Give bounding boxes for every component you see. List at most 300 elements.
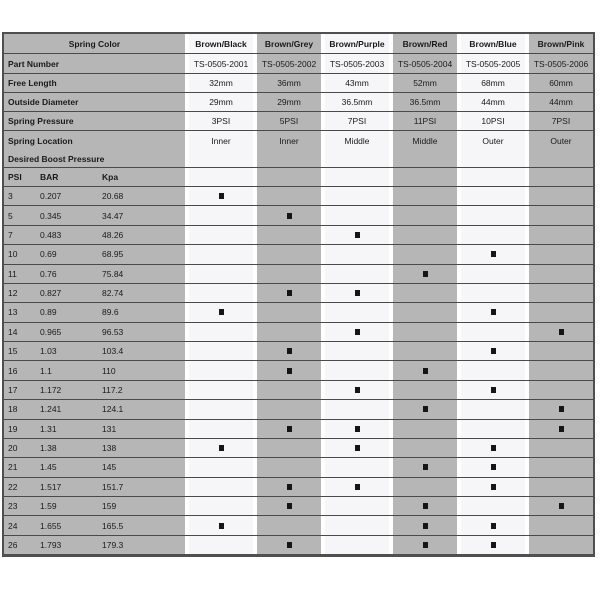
spec-value-cell: TS-0505-2004 [393,54,457,73]
boost-cell [325,245,389,263]
spec-value-cell: 60mm [529,74,593,92]
spec-value-cell: 52mm [393,74,457,92]
boost-cell [257,226,321,244]
boost-cell [189,342,253,360]
boost-row-10psi [4,245,593,264]
bar-value: 0.207 [40,191,62,202]
empty-cell [393,150,457,167]
bar-value: 1.03 [40,346,57,357]
spring-match-marker-icon [423,523,428,529]
psi-value: 20 [8,443,18,454]
boost-cell [257,342,321,360]
kpa-value: 20.68 [102,191,124,202]
boost-cell [325,439,389,457]
boost-cell [257,361,321,379]
spec-value-cell: TS-0505-2005 [461,54,525,73]
spec-value-cell: Outer [529,131,593,150]
boost-cell [393,265,457,283]
boost-cell [189,206,253,224]
boost-cell [257,497,321,515]
kpa-value: 75.84 [102,268,124,279]
boost-row-15psi [4,342,593,361]
boost-row-values [4,497,185,515]
boost-cell [325,342,389,360]
spring-match-marker-icon [219,309,224,315]
boost-cell [189,284,253,302]
boost-cell [257,400,321,418]
boost-row-values [4,323,185,341]
boost-cell [393,361,457,379]
row-label: Spring Location [4,131,185,150]
psi-value: 18 [8,404,18,415]
spring-match-marker-icon [491,387,496,393]
boost-cell [529,245,593,263]
spring-match-marker-icon [491,484,496,490]
boost-cell [461,323,525,341]
boost-cell [257,381,321,399]
psi-value: 23 [8,501,18,512]
bar-value: 0.89 [40,307,57,318]
boost-row-values [4,342,185,360]
psi-value: 17 [8,384,18,395]
boost-cell [461,536,525,554]
boost-cell [189,497,253,515]
spring-match-marker-icon [491,523,496,529]
psi-value: 19 [8,423,18,434]
boost-cell [325,536,389,554]
psi-value: 14 [8,326,18,337]
boost-cell [189,323,253,341]
boost-row-18psi [4,400,593,419]
boost-row-values [4,439,185,457]
spring-match-marker-icon [355,232,360,238]
boost-row-23psi [4,497,593,516]
spec-value-cell: Outer [461,131,525,150]
boost-row-3psi [4,187,593,206]
spring-match-marker-icon [355,290,360,296]
color-header-brown-blue: Brown/Blue [461,34,525,53]
boost-row-values [4,536,185,554]
spec-value-cell: 10PSI [461,112,525,130]
boost-cell [461,361,525,379]
boost-cell [325,303,389,321]
bar-column-header: BAR [40,172,59,182]
spec-value-cell: Middle [325,131,389,150]
spec-value-cell: 68mm [461,74,525,92]
unit-header-cells [185,168,593,186]
empty-cell [189,150,253,167]
spec-value-cell: 44mm [529,93,593,111]
kpa-value: 96.53 [102,326,124,337]
kpa-value: 82.74 [102,288,124,299]
boost-cell [189,265,253,283]
table-row [4,54,593,74]
boost-row-values [4,226,185,244]
desired-boost-pressure-label: Desired Boost Pressure [4,150,185,167]
boost-cell [189,400,253,418]
boost-cell [325,226,389,244]
spring-match-marker-icon [491,542,496,548]
boost-cell [461,439,525,457]
spring-match-marker-icon [355,329,360,335]
boost-cell [393,245,457,263]
empty-cell [461,150,525,167]
table-row [4,93,593,112]
spec-value-cell: 11PSI [393,112,457,130]
boost-cell [393,478,457,496]
boost-cell [529,323,593,341]
boost-cell [529,439,593,457]
spring-match-marker-icon [287,426,292,432]
kpa-value: 103.4 [102,346,124,357]
boost-cell [461,284,525,302]
boost-row-12psi [4,284,593,303]
boost-cell [529,187,593,205]
boost-cell [257,206,321,224]
boost-cell [325,187,389,205]
spring-match-marker-icon [287,348,292,354]
spec-value-cell: TS-0505-2006 [529,54,593,73]
boost-row-values [4,206,185,224]
spring-match-marker-icon [287,368,292,374]
bar-value: 1.31 [40,423,57,434]
boost-cell [325,361,389,379]
color-header-brown-purple: Brown/Purple [325,34,389,53]
spring-match-marker-icon [423,368,428,374]
table-header-row [4,34,593,54]
spring-match-marker-icon [491,464,496,470]
boost-cell [461,381,525,399]
kpa-value: 124.1 [102,404,124,415]
boost-row-14psi [4,323,593,342]
boost-row-values [4,381,185,399]
spring-spec-table [2,32,595,557]
psi-value: 13 [8,307,18,318]
psi-value: 26 [8,539,18,550]
color-header-brown-grey: Brown/Grey [257,34,321,53]
color-header-brown-pink: Brown/Pink [529,34,593,53]
boost-row-22psi [4,478,593,497]
psi-value: 10 [8,249,18,260]
spring-match-marker-icon [355,387,360,393]
bar-value: 1.59 [40,501,57,512]
boost-cell [393,536,457,554]
boost-row-values [4,420,185,438]
spring-color-header: Spring Color [4,34,185,53]
spring-match-marker-icon [423,464,428,470]
bar-value: 1.172 [40,384,62,395]
boost-cell [393,497,457,515]
boost-row-values [4,516,185,534]
spring-match-marker-icon [491,445,496,451]
table-row [4,112,593,131]
empty-cell [393,168,457,186]
spec-value-cell: TS-0505-2002 [257,54,321,73]
spec-value-cell: TS-0505-2001 [189,54,253,73]
boost-cell [325,497,389,515]
bar-value: 1.38 [40,443,57,454]
boost-cell [529,458,593,476]
psi-value: 7 [8,229,13,240]
bar-value: 1.517 [40,481,62,492]
empty-cell [529,150,593,167]
spring-match-marker-icon [559,329,564,335]
bar-value: 1.655 [40,520,62,531]
bar-value: 1.793 [40,539,62,550]
spec-value-cell: 36.5mm [325,93,389,111]
spec-value-cell: 44mm [461,93,525,111]
psi-value: 24 [8,520,18,531]
spring-match-marker-icon [287,503,292,509]
boost-cell [529,478,593,496]
empty-cell [257,168,321,186]
empty-cell [325,150,389,167]
boost-cell [257,187,321,205]
psi-value: 11 [8,268,17,279]
bar-value: 0.76 [40,268,57,279]
spring-match-marker-icon [287,213,292,219]
boost-row-values [4,245,185,263]
boost-cell [393,420,457,438]
desired-boost-pressure-row [4,150,593,168]
boost-row-16psi [4,361,593,380]
spring-match-marker-icon [219,523,224,529]
boost-row-values [4,187,185,205]
boost-cell [529,342,593,360]
spring-match-marker-icon [219,193,224,199]
boost-cell [325,458,389,476]
boost-cell [189,226,253,244]
spec-value-cell: Inner [257,131,321,150]
section-cells [185,150,593,167]
boost-cell [393,458,457,476]
psi-value: 22 [8,481,18,492]
bar-value: 0.827 [40,288,62,299]
boost-cell [257,265,321,283]
boost-cell [393,516,457,534]
kpa-value: 110 [102,365,116,376]
boost-row-values [4,458,185,476]
boost-row-values [4,478,185,496]
unit-header-label [4,168,185,186]
boost-cell [461,400,525,418]
boost-cell [393,342,457,360]
psi-value: 12 [8,288,18,299]
psi-value: 5 [8,210,13,221]
boost-cell [529,516,593,534]
boost-cell [461,245,525,263]
boost-cell [325,381,389,399]
spring-match-marker-icon [287,290,292,296]
spring-match-marker-icon [287,484,292,490]
boost-cell [325,265,389,283]
boost-row-7psi [4,226,593,245]
boost-cell [461,226,525,244]
psi-value: 3 [8,191,13,202]
kpa-value: 68.95 [102,249,124,260]
empty-cell [461,168,525,186]
bar-value: 0.965 [40,326,62,337]
boost-row-values [4,265,185,283]
kpa-value: 179.3 [102,539,124,550]
kpa-value: 151.7 [102,481,124,492]
spec-value-cell: 36mm [257,74,321,92]
boost-cell [461,265,525,283]
color-header-brown-red: Brown/Red [393,34,457,53]
boost-cell [189,381,253,399]
empty-cell [257,150,321,167]
boost-cell [461,187,525,205]
boost-cell [325,284,389,302]
boost-cell [189,361,253,379]
boost-cell [257,458,321,476]
spring-match-marker-icon [423,271,428,277]
boost-cell [393,187,457,205]
spring-match-marker-icon [559,406,564,412]
boost-cell [257,303,321,321]
table-row [4,131,593,150]
boost-cell [257,245,321,263]
bar-value: 0.483 [40,229,62,240]
spring-match-marker-icon [559,426,564,432]
boost-cell [257,478,321,496]
boost-cell [393,400,457,418]
boost-cell [529,381,593,399]
spec-value-cell: 5PSI [257,112,321,130]
boost-row-values [4,303,185,321]
boost-cell [325,420,389,438]
boost-cell [325,206,389,224]
unit-header-row [4,168,593,187]
spring-match-marker-icon [287,542,292,548]
boost-cell [189,245,253,263]
boost-cell [529,265,593,283]
spring-match-marker-icon [355,484,360,490]
kpa-value: 138 [102,443,117,454]
empty-cell [189,168,253,186]
boost-cell [461,342,525,360]
boost-row-20psi [4,439,593,458]
boost-cell [529,226,593,244]
boost-cell [461,516,525,534]
bar-value: 0.345 [40,210,62,221]
spec-value-cell: 29mm [189,93,253,111]
boost-row-24psi [4,516,593,535]
spring-match-marker-icon [559,503,564,509]
boost-row-5psi [4,206,593,225]
boost-cell [325,323,389,341]
spring-match-marker-icon [491,348,496,354]
spec-value-cell: 7PSI [529,112,593,130]
boost-cell [189,516,253,534]
psi-column-header: PSI [8,172,22,182]
spec-value-cell: 43mm [325,74,389,92]
color-header-cells [185,34,593,53]
kpa-value: 165.5 [102,520,124,531]
boost-cell [393,439,457,457]
spring-match-marker-icon [423,406,428,412]
boost-row-13psi [4,303,593,322]
boost-cell [257,536,321,554]
boost-cell [257,439,321,457]
bar-value: 1.1 [40,365,52,376]
psi-value: 15 [8,346,18,357]
spec-value-cell: 3PSI [189,112,253,130]
boost-cell [325,478,389,496]
boost-row-values [4,284,185,302]
psi-value: 21 [8,462,18,473]
kpa-value: 159 [102,501,117,512]
boost-cell [189,478,253,496]
boost-cell [257,516,321,534]
boost-cell [189,420,253,438]
boost-cell [461,420,525,438]
boost-cell [189,439,253,457]
color-header-brown-black: Brown/Black [189,34,253,53]
empty-cell [325,168,389,186]
boost-cell [461,497,525,515]
kpa-value: 145 [102,462,117,473]
kpa-value: 48.26 [102,229,124,240]
boost-cell [393,303,457,321]
table-row [4,74,593,93]
bar-value: 0.69 [40,249,57,260]
bar-value: 1.45 [40,462,57,473]
boost-cell [189,303,253,321]
boost-cell [189,458,253,476]
boost-cell [393,323,457,341]
spec-value-cell: TS-0505-2003 [325,54,389,73]
kpa-value: 131 [102,423,117,434]
boost-row-26psi [4,536,593,554]
boost-cell [257,420,321,438]
boost-cell [529,497,593,515]
kpa-column-header: Kpa [102,172,119,182]
spring-match-marker-icon [423,542,428,548]
boost-cell [393,284,457,302]
boost-row-values [4,361,185,379]
boost-cell [529,284,593,302]
spring-match-marker-icon [491,251,496,257]
boost-cell [529,361,593,379]
kpa-value: 117.2 [102,384,123,395]
boost-cell [461,206,525,224]
spring-match-marker-icon [423,503,428,509]
spec-value-cell: 32mm [189,74,253,92]
spring-match-marker-icon [355,426,360,432]
boost-cell [529,303,593,321]
boost-row-values [4,400,185,418]
row-label: Free Length [4,74,185,92]
kpa-value: 89.6 [102,307,119,318]
spec-value-cell: 36.5mm [393,93,457,111]
spec-value-cell: Inner [189,131,253,150]
boost-cell [189,536,253,554]
boost-cell [529,420,593,438]
boost-row-11psi [4,265,593,284]
boost-cell [189,187,253,205]
spec-value-cell: 29mm [257,93,321,111]
row-label: Outside Diameter [4,93,185,111]
boost-cell [257,323,321,341]
boost-cell [529,206,593,224]
boost-cell [461,458,525,476]
spec-value-cell: 7PSI [325,112,389,130]
row-label: Part Number [4,54,185,73]
spring-match-marker-icon [491,309,496,315]
boost-cell [325,516,389,534]
kpa-value: 34.47 [102,210,124,221]
